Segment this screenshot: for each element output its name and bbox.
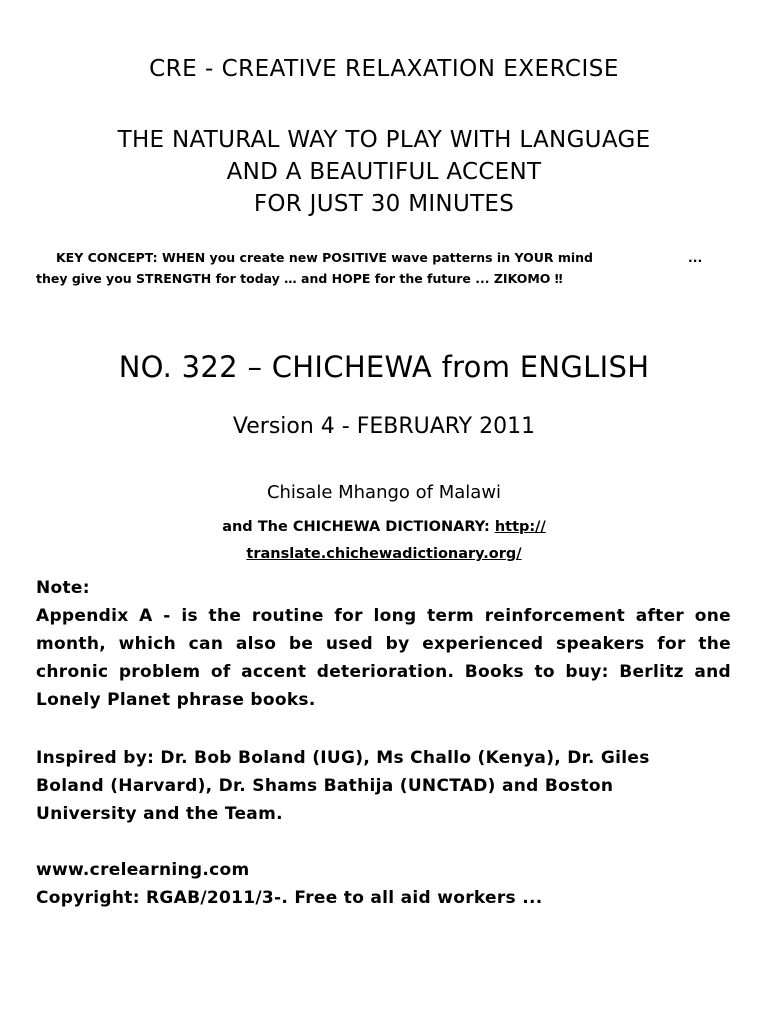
dictionary-url-line xyxy=(0,546,768,562)
dictionary-line xyxy=(0,519,768,535)
key-concept-line-2: they give you STRENGTH for today … and HOPE for the future ... ZIKOMO ‼ xyxy=(36,271,563,286)
note-label: Note: xyxy=(36,578,90,598)
header-subtitle-line-2: AND A BEAUTIFUL ACCENT xyxy=(226,159,542,185)
dictionary-link-part-1[interactable]: http:// xyxy=(494,519,546,535)
key-concept-line-1: KEY CONCEPT: WHEN you create new POSITIVE wave patterns in YOUR mind xyxy=(56,250,593,265)
copyright-text: Copyright: RGAB/2011/3-. Free to all aid workers ... xyxy=(36,888,543,908)
author-text: Chisale Mhango of Malawi xyxy=(266,482,502,503)
header-program-title: CRE - CREATIVE RELAXATION EXERCISE xyxy=(149,56,619,82)
header-subtitle xyxy=(0,124,768,220)
inspired-section xyxy=(36,744,731,828)
inspired-line-2: Boland (Harvard), Dr. Shams Bathija (UNCTAD) and Boston xyxy=(36,776,614,796)
inspired-line-3: University and the Team. xyxy=(36,804,283,824)
header-subtitle-line-1: THE NATURAL WAY TO PLAY WITH LANGUAGE xyxy=(117,127,651,153)
inspired-line-1: Inspired by: Dr. Bob Boland (IUG), Ms Challo (Kenya), Dr. Giles xyxy=(36,748,650,768)
dictionary-prefix: and The CHICHEWA DICTIONARY: xyxy=(222,519,495,535)
note-text: Appendix A - is the routine for long term reinforcement after one month, which can also be used by experienced speakers for the chronic problem of accent deterioration. Books to buy: Berlitz and Lonely Planet phrase books. xyxy=(36,606,731,710)
dictionary-link-part-2[interactable]: translate.chichewadictionary.org/ xyxy=(246,546,522,562)
key-concept-line-1-dots: ... xyxy=(688,250,703,265)
note-section xyxy=(36,574,731,714)
version-text: Version 4 - FEBRUARY 2011 xyxy=(232,414,536,439)
document-title: NO. 322 – CHICHEWA from ENGLISH xyxy=(118,350,650,384)
website-text: www.crelearning.com xyxy=(36,860,250,880)
header-subtitle-line-3: FOR JUST 30 MINUTES xyxy=(253,191,515,217)
